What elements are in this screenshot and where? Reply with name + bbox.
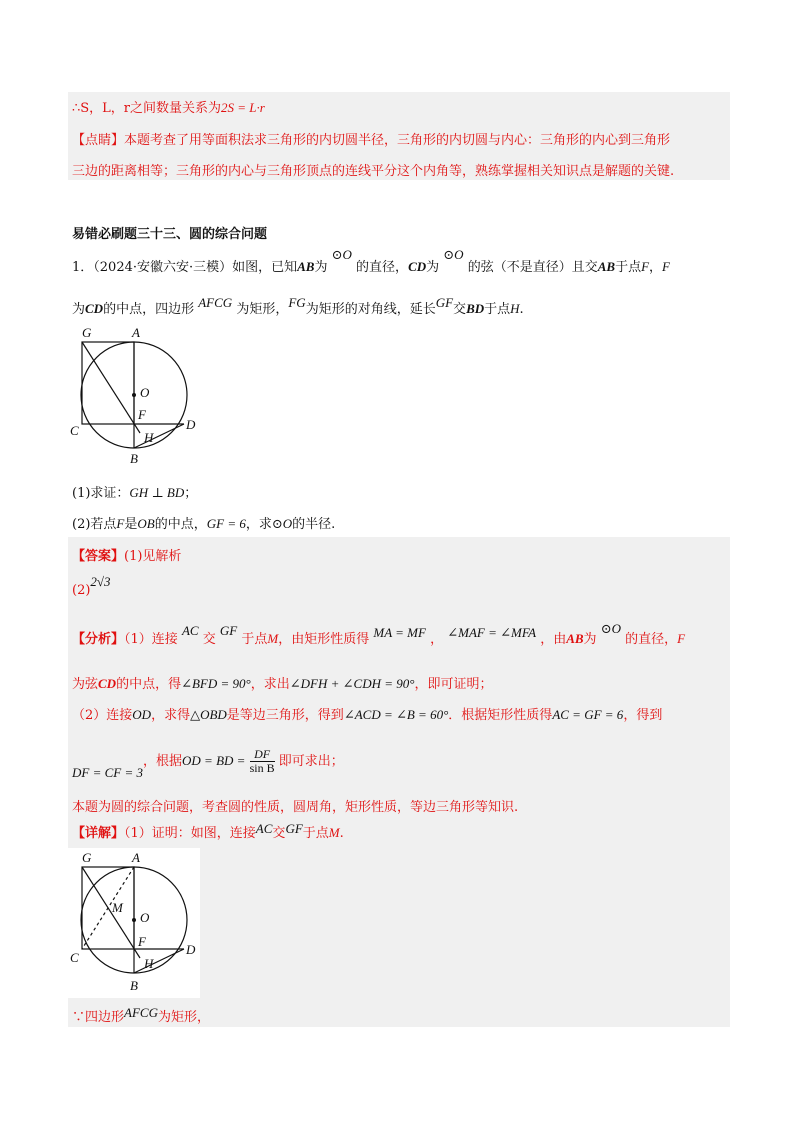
analysis-text: 的直径，	[625, 632, 678, 647]
part1-formula: GH ⊥ BD	[129, 485, 185, 500]
analysis-label: 【分析】	[72, 632, 125, 647]
math-f: F	[662, 259, 670, 274]
problem-text: 为矩形的对角线，延长	[305, 302, 436, 317]
fig1-label-c: C	[70, 423, 79, 438]
math-gf: GF	[219, 623, 238, 638]
analysis-text: ，由	[540, 632, 567, 647]
math-fg: FG	[288, 295, 306, 310]
fig1-label-d: D	[186, 417, 196, 432]
math-gf: GF	[435, 295, 454, 310]
detail-text: .	[339, 826, 344, 841]
math-bd: BD	[466, 301, 485, 316]
analysis-text: 交	[202, 632, 216, 647]
math-bfd: ∠BFD = 90°	[181, 676, 251, 691]
math-h: H	[510, 301, 520, 316]
problem-text: 交	[453, 302, 467, 317]
math-f: F	[641, 259, 650, 274]
answer-line-2	[72, 574, 111, 598]
analysis-text: ，由矩形性质得	[278, 632, 370, 647]
answer-line-1	[72, 545, 181, 564]
problem-text: 1．（2024·安徽六安·三模）如图，已知	[72, 260, 298, 275]
math-ab: AB	[566, 631, 584, 646]
fraction-df-sinb	[250, 748, 275, 775]
math-od-bd: OD = BD =	[182, 753, 246, 768]
part2-text: ，求	[245, 517, 272, 532]
problem-text: 为	[314, 260, 328, 275]
problem-text: 的中点，四边形	[103, 302, 195, 317]
math-afcg: AFCG	[124, 1005, 158, 1020]
math-od: OD	[132, 707, 152, 722]
analysis-summary: 本题为圆的综合问题，考查圆的性质，圆周角，矩形性质，等边三角形等知识.	[72, 800, 519, 815]
analysis-text: ，求得	[151, 708, 191, 723]
problem-line-1: 1．（2024·安徽六安·三模）如图，已知AB为 ⊙O 的直径，CD为 ⊙O 的弦（不是直径）且交AB于点F，F	[72, 247, 670, 275]
problem-text: 于点	[615, 260, 642, 275]
math-m: M	[328, 825, 340, 840]
math-obd: △OBD	[190, 707, 227, 722]
math-circle-o: ⊙O	[443, 247, 464, 262]
analysis-text: 为	[583, 632, 597, 647]
detail-text: 交	[272, 826, 286, 841]
fig2-label-d: D	[186, 942, 196, 957]
detail-line-1	[72, 822, 344, 841]
figure-1	[68, 325, 208, 470]
math-df-cf: DF = CF = 3	[72, 765, 143, 780]
fig2-label-o: O	[140, 910, 150, 925]
part2-text: (2)若点	[72, 517, 117, 532]
math-gf: GF	[285, 821, 303, 836]
math-ob: OB	[137, 516, 155, 531]
section-title: 易错必刷题三十三、圆的综合问题	[72, 227, 268, 242]
analysis-line-2	[72, 673, 492, 692]
fig1-label-a: A	[132, 325, 140, 340]
fig1-label-f: F	[138, 407, 146, 422]
analysis-text: 是等边三角形，得到	[226, 708, 344, 723]
math-cd: CD	[98, 676, 117, 691]
math-circle-o: ⊙O	[331, 247, 352, 262]
math-ac: AC	[181, 623, 199, 638]
problem-text: 为矩形，	[236, 302, 289, 317]
math-ac-gf: AC = GF = 6	[552, 707, 624, 722]
problem-text: 的弦（不是直径）且交	[467, 260, 598, 275]
part2-text: 的中点，	[154, 517, 207, 532]
math-acd: ∠ACD = ∠B = 60°	[343, 707, 449, 722]
analysis-text: （2）连接	[72, 708, 133, 723]
analysis-text: ，求出	[250, 677, 290, 692]
part2-text: 是	[124, 517, 138, 532]
answer-part2-prefix: (2)	[72, 583, 91, 598]
answer-part1: (1)见解析	[124, 549, 182, 564]
math-circle-o: ⊙O	[600, 621, 621, 636]
analysis-text: 的中点，得	[116, 677, 182, 692]
math-f: F	[677, 631, 686, 646]
frac-denominator: sin B	[249, 761, 275, 775]
math-f: F	[116, 516, 125, 531]
analysis-text: ．根据矩形性质得	[448, 708, 553, 723]
part1-text: (1)求证：	[72, 486, 130, 501]
analysis-text: （1）连接	[124, 632, 178, 647]
analysis-line-4	[72, 747, 344, 780]
frac-numerator: DF	[250, 748, 275, 762]
detail-text: （1）证明：如图，连接	[124, 826, 256, 841]
analysis-text: ，	[430, 632, 444, 647]
problem-text: 于点	[484, 302, 511, 317]
relation-formula: 2S = L·r	[221, 100, 265, 115]
fig2-label-h: H	[144, 956, 154, 971]
answer-part2-value: 2√3	[90, 574, 111, 589]
analysis-text: 即可求出；	[278, 754, 344, 769]
analysis-text: 为弦	[72, 677, 99, 692]
part-1	[72, 482, 197, 501]
math-ab: AB	[297, 259, 315, 274]
math-afcg: AFCG	[198, 295, 233, 310]
problem-text: 的直径，	[356, 260, 409, 275]
math-ma-mf: MA = MF	[373, 625, 426, 640]
math-cd: CD	[408, 259, 427, 274]
fig1-label-b: B	[130, 451, 138, 466]
analysis-line-3	[72, 704, 662, 723]
problem-text: 为	[72, 302, 86, 317]
fig2-label-g: G	[82, 850, 92, 865]
fig1-label-o: O	[140, 385, 150, 400]
part-2	[72, 513, 335, 532]
fig1-label-h: H	[144, 430, 154, 445]
fig2-label-m: M	[112, 900, 123, 915]
analysis-text: 于点	[241, 632, 268, 647]
detail-label: 【详解】	[72, 826, 125, 841]
figure-2	[68, 848, 208, 998]
part2-text: 的半径.	[292, 517, 336, 532]
math-m: M	[267, 631, 279, 646]
dianjing-line-2: 三边的距离相等；三角形的内心与三角形顶点的连线平分这个内角等，熟练掌握相关知识点是解题的关键.	[72, 164, 675, 179]
fig2-label-b: B	[130, 978, 138, 993]
fig2-label-c: C	[70, 950, 79, 965]
detail-last-line	[72, 1006, 210, 1025]
relation-line	[72, 97, 265, 116]
analysis-text: ，根据	[143, 754, 183, 769]
relation-text: ∴S，L，r之间数量关系为	[72, 101, 222, 116]
math-angles1: ∠MAF = ∠MFA	[447, 625, 537, 640]
fig1-label-g: G	[82, 325, 92, 340]
analysis-text: ，即可证明；	[414, 677, 493, 692]
analysis-text: ，得到	[623, 708, 663, 723]
detail-text: ∵四边形	[72, 1010, 125, 1025]
detail-text: 为矩形，	[157, 1010, 210, 1025]
math-dfh: ∠DFH + ∠CDH = 90°	[289, 676, 415, 691]
fig2-label-f: F	[138, 934, 146, 949]
analysis-line-1	[72, 621, 686, 647]
problem-text: 为	[426, 260, 440, 275]
math-circle-o: ⊙O	[271, 516, 293, 531]
math-cd: CD	[85, 301, 104, 316]
math-ac: AC	[255, 821, 273, 836]
problem-line-2: 为CD的中点，四边形 AFCG 为矩形，FG为矩形的对角线，延长GF交BD于点H.	[72, 295, 524, 317]
part1-text: ；	[184, 486, 198, 501]
math-ab: AB	[597, 259, 616, 274]
dianjing-line-1: 【点睛】本题考查了用等面积法求三角形的内切圆半径，三角形的内切圆与内心：三角形的内心到三角形	[72, 133, 671, 148]
detail-text: 于点	[302, 826, 329, 841]
fig2-label-a: A	[132, 850, 140, 865]
answer-label: 【答案】	[72, 549, 125, 564]
math-gf-eq: GF = 6	[206, 516, 246, 531]
